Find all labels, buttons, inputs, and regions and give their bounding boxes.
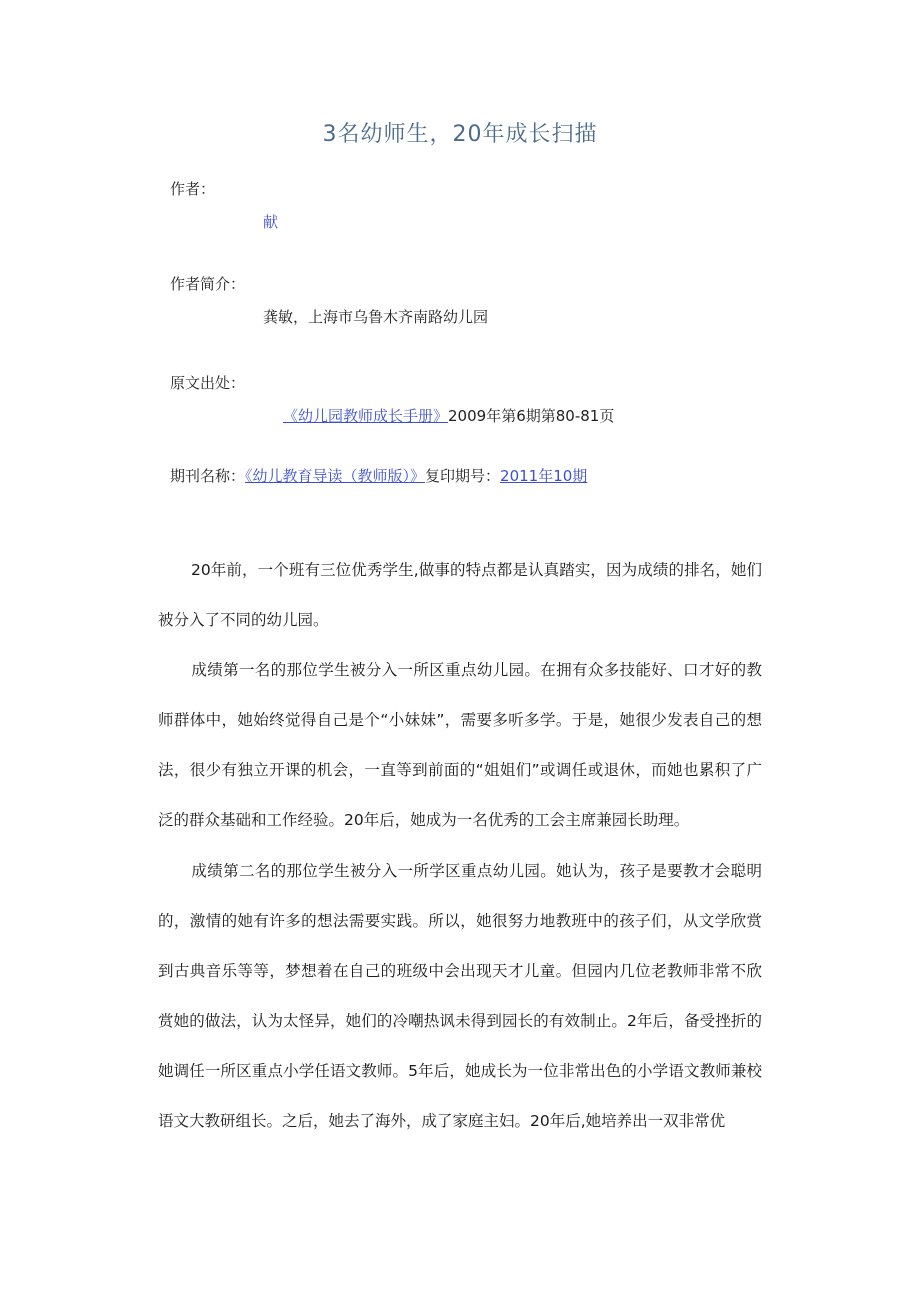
- paragraph-text: 成绩第一名的那位学生被分入一所区重点幼儿园。在拥有众多技能好、口才好的教师群体中，她始终觉得自己是个“小妹妹”，需要多听多学。于是，她很少发表自己的想法，很少有独立开课的机会，一直等到前面的“姐姐们”或调任或退休，而她也累积了广泛的群众基础和工作经验。20年后，她成为一名优秀的工会主席兼园长助理。: [158, 661, 762, 829]
- reprint-link[interactable]: 2011年10期: [500, 467, 588, 485]
- author-value[interactable]: 献: [263, 213, 279, 231]
- source-line: [283, 405, 614, 426]
- paragraph-3: [158, 846, 762, 1146]
- source-label: 原文出处：: [170, 374, 246, 392]
- author-label: 作者：: [170, 180, 216, 198]
- bio-value: 龚敏，上海市乌鲁木齐南路幼儿园: [263, 308, 489, 326]
- source-link[interactable]: 《幼儿园教师成长手册》: [283, 407, 449, 425]
- paragraph-1: [158, 545, 762, 645]
- page-title: 3名幼师生，20年成长扫描: [322, 122, 598, 147]
- journal-link[interactable]: 《幼儿教育导读（教师版）》: [245, 467, 426, 485]
- bio-label: 作者简介：: [170, 275, 246, 293]
- paragraph-text: 成绩第二名的那位学生被分入一所学区重点幼儿园。她认为，孩子是要教才会聪明的，激情的她有许多的想法需要实践。所以，她很努力地教班中的孩子们，从文学欣赏到古典音乐等等，梦想着在自己的班级中会出现天才儿童。但园内几位老教师非常不欣赏她的做法，认为太怪异，她们的冷嘲热讽未得到园长的有效制止。2年后，备受挫折的她调任一所区重点小学任语文教师。5年后，她成长为一位非常出色的小学语文教师兼校语文大教研组长。之后，她去了海外，成了家庭主妇。20年后,她培养出一双非常优: [158, 862, 762, 1130]
- reprint-label: 复印期号：: [425, 467, 501, 485]
- journal-label: 期刊名称：: [170, 467, 246, 485]
- journal-line: [170, 465, 587, 486]
- paragraph-2: [158, 645, 762, 845]
- source-rest: 2009年第6期第80-81页: [448, 407, 615, 425]
- paragraph-text: 20年前，一个班有三位优秀学生,做事的特点都是认真踏实，因为成绩的排名，她们被分入了不同的幼儿园。: [158, 561, 762, 629]
